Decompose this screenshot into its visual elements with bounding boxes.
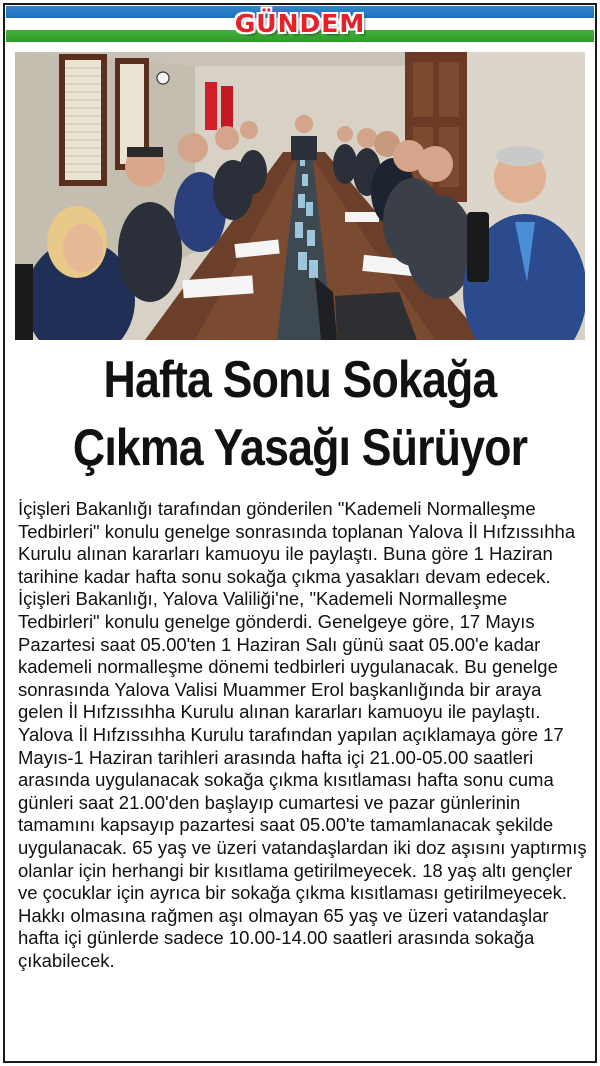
headline-line-1: Hafta Sonu Sokağa (103, 351, 497, 409)
article-paragraph: İçişleri Bakanlığı tarafından gönderilen "Kademeli Normalleşme Tedbirleri" konulu genelge sonrasında toplanan Yalova İl Hıfzıssıhha Kurulu alınan kararları kamuoyu ile paylaştı. Buna göre 1 Haziran tarihine kadar hafta sonu sokağa çıkma yasakları devam edecek. (18, 498, 576, 587)
section-title: GÜNDEM (234, 9, 366, 38)
article-body (18, 498, 588, 972)
article-paragraph: İçişleri Bakanlığı, Yalova Valiliği'ne, "Kademeli Normalleşme Tedbirleri" konulu genelge gönderdi. Genelgeye göre, 17 Mayıs Pazartesi saat 05.00'ten 1 Haziran Salı günü saat 05.00'e kadar kademeli normalleşme dönemi tedbirleri uygulanacak. Bu genelge sonrasında Yalova Valisi Muammer Erol başkanlığında bir araya gelen İl Hıfzıssıhha Kurulu alınan kararları kamuoyu ile paylaştı. (18, 588, 558, 723)
section-banner (6, 6, 594, 42)
meeting-photo (15, 52, 585, 340)
headline-line-2: Çıkma Yasağı Sürüyor (72, 419, 528, 477)
headline (8, 346, 592, 482)
article-paragraph: Yalova İl Hıfzıssıhha Kurulu tarafından yapılan açıklamaya göre 17 Mayıs-1 Haziran tarihleri arasında hafta içi 21.00-05.00 saatleri arasında uygulanacak sokağa çıkma kısıtlaması hafta sonu cuma günleri saat 21.00'den başlayıp cumartesi ve pazar günlerinin tamamını kapsayıp pazartesi saat 05.00'te tamamlanacak şekilde uygulanacak. 65 yaş ve üzeri vatandaşlardan iki doz aşısını yaptırmış olanlar için herhangi bir kısıtlama getirilmeyecek. 18 yaş altı gençler ve çocuklar için ayrıca bir sokağa çıkma kısıtlaması getirilmeyecek. Hakkı olmasına rağmen aşı olmayan 65 yaş ve üzeri vatandaşlar hafta içi günlerde sadece 10.00-14.00 saatleri arasında sokağa çıkabilecek. (18, 723, 587, 971)
